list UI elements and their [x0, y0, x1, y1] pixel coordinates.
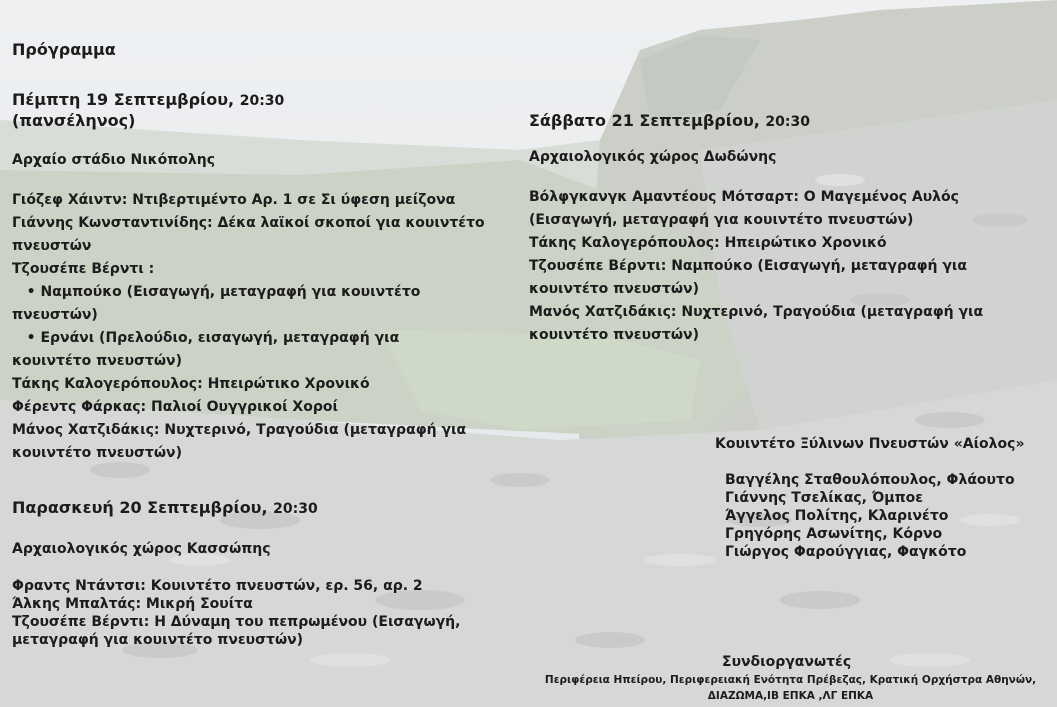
- program-line: Άλκης Μπαλτάς: Μικρή Σουίτα: [12, 596, 253, 612]
- program-line: πνευστών: [12, 238, 92, 254]
- program-line: Τζουσέπε Βέρντι :: [12, 261, 155, 277]
- program-line: • Ερνάνι (Πρελούδιο, εισαγωγή, μεταγραφή για: [12, 330, 400, 346]
- program-line: κουιντέτο πνευστών): [529, 281, 699, 297]
- friday-date: Παρασκευή 20 Σεπτεμβρίου,: [12, 498, 268, 517]
- ensemble-members: [725, 471, 1015, 561]
- thursday-note: (πανσέληνος): [12, 111, 136, 130]
- friday-program: [12, 577, 460, 649]
- ensemble-title: Κουιντέτο Ξύλινων Πνευστών «Αίολος»: [715, 436, 1025, 452]
- organizers-list: [528, 672, 1053, 704]
- saturday-venue: Αρχαιολογικός χώρος Δωδώνης: [529, 149, 777, 165]
- thursday-time: 20:30: [239, 93, 285, 109]
- program-line: κουιντέτο πνευστών): [12, 445, 182, 461]
- saturday-heading: [529, 111, 810, 132]
- program-line: Τάκης Καλογερόπουλος: Ηπειρώτικο Χρονικό: [529, 235, 887, 251]
- thursday-program: [12, 189, 485, 465]
- member-line: Γρηγόρης Ασωνίτης, Κόρνο: [725, 526, 943, 542]
- program-line: Τζουσέπε Βέρντι: Η Δύναμη του πεπρωμένου (Εισαγωγή,: [12, 614, 461, 630]
- thursday-heading: [12, 90, 284, 111]
- organizers-line-2: ΔΙΑΖΩΜΑ,ΙΒ ΕΠΚΑ ,ΛΓ ΕΠΚΑ: [707, 690, 874, 702]
- program-line: Τάκης Καλογερόπουλος: Ηπειρώτικο Χρονικό: [12, 376, 370, 392]
- organizers-line-1: Περιφέρεια Ηπείρου, Περιφερειακή Ενότητα Πρέβεζας, Κρατική Ορχήστρα Αθηνών,: [544, 674, 1037, 686]
- program-line: • Ναμπούκο (Εισαγωγή, μεταγραφή για κουιντέτο: [12, 284, 421, 300]
- member-line: Βαγγέλης Σταθουλόπουλος, Φλάουτο: [725, 472, 1015, 488]
- program-line: Τζουσέπε Βέρντι: Ναμπούκο (Εισαγωγή, μεταγραφή για: [529, 258, 967, 274]
- program-line: κουιντέτο πνευστών): [529, 327, 699, 343]
- saturday-time: 20:30: [765, 114, 810, 130]
- program-line: (Εισαγωγή, μεταγραφή για κουιντέτο πνευστών): [529, 212, 914, 228]
- program-line: κουιντέτο πνευστών): [12, 353, 182, 369]
- program-line: Μανός Χατζιδάκις: Νυχτερινό, Τραγούδια (μεταγραφή για: [529, 304, 984, 320]
- saturday-program: [529, 186, 983, 347]
- friday-heading: [12, 498, 318, 519]
- member-line: Γιώργος Φαρούγγιας, Φαγκότο: [725, 544, 967, 560]
- saturday-date: Σάββατο 21 Σεπτεμβρίου,: [529, 111, 760, 130]
- organizers-title: Συνδιοργανωτές: [722, 654, 852, 670]
- thursday-date: Πέμπτη 19 Σεπτεμβρίου,: [12, 90, 235, 109]
- friday-venue: Αρχαιολογικός χώρος Κασσώπης: [12, 541, 271, 557]
- member-line: Άγγελος Πολίτης, Κλαρινέτο: [725, 508, 949, 524]
- program-line: Φραντς Ντάντσι: Κουιντέτο πνευστών, ερ. 56, αρ. 2: [12, 578, 423, 594]
- program-line: Βόλφγκανγκ Αμαντέους Μότσαρτ: Ο Μαγεμένος Αυλός: [529, 189, 959, 205]
- program-line: Γιάννης Κωνσταντινίδης: Δέκα λαϊκοί σκοποί για κουιντέτο: [12, 215, 485, 231]
- friday-time: 20:30: [273, 501, 318, 517]
- program-title: Πρόγραμμα: [12, 40, 116, 59]
- program-line: Φέρεντς Φάρκας: Παλιοί Ουγγρικοί Χοροί: [12, 399, 338, 415]
- thursday-venue: Αρχαίο στάδιο Νικόπολης: [12, 152, 216, 168]
- program-line: Γιόζεφ Χάιντν: Ντιβερτιμέντο Αρ. 1 σε Σι ύφεση μείζονα: [12, 192, 456, 208]
- program-line: μεταγραφή για κουιντέτο πνευστών): [12, 632, 304, 648]
- program-line: πνευστών): [12, 307, 98, 323]
- member-line: Γιάννης Τσελίκας, Όμποε: [725, 490, 924, 506]
- program-line: Μάνος Χατζιδάκις: Νυχτερινό, Τραγούδια (μεταγραφή για: [12, 422, 467, 438]
